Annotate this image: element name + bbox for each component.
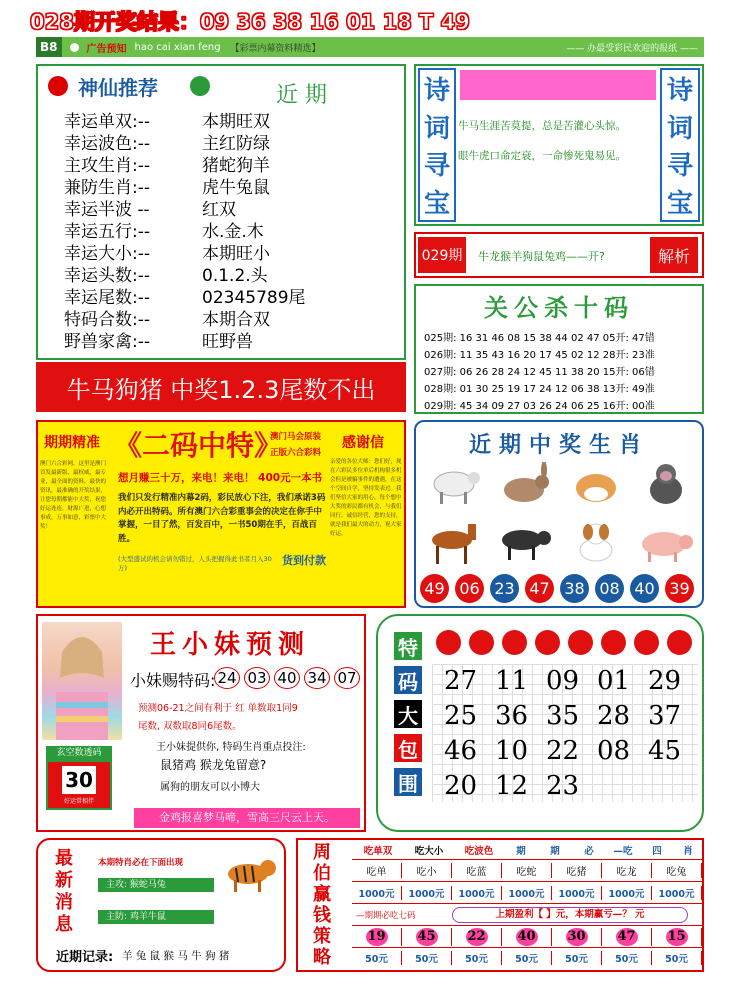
zhoubo-code: 47 [617,928,636,944]
tema-number: 20 [444,771,478,801]
zhoubo-table [352,840,702,968]
zhoubo-code-cell [552,928,602,946]
green-dot-icon [190,76,210,96]
zhoubo-bet: 吃蛇 [502,863,552,878]
tema-number: 37 [648,701,682,731]
tema-red-ball [568,630,593,655]
zhoubo-code: 22 [467,928,486,944]
shenxian-row-label: 幸运尾数:-- [64,287,150,308]
zhoubo-code-cell [402,928,452,946]
news-title-char: 新 [55,870,73,891]
zhoubo-header: 必 [584,845,594,857]
poem-side-char: 词 [666,113,693,144]
tema-number: 45 [648,736,682,766]
tema-number: 46 [444,736,478,766]
jinqi-ball: 23 [490,574,519,603]
shenxian-row-value: 02345789尾 [202,287,306,308]
shenxian-row-label: 野兽家禽:-- [64,331,150,352]
notice-label: 广告预知 [86,43,127,55]
zhoubo-title-char: 策 [313,926,331,947]
news-record-label: 近期记录: [56,950,114,965]
shenxian-row-value: 虎牛兔鼠 [202,177,270,198]
tema-number: 28 [597,701,631,731]
tema-side-char: 包 [394,734,422,762]
poem-line1: 牛马生涯苦莫提，总是苦灌心头惊。 [458,120,626,132]
poem-side-char: 寻 [423,151,450,182]
dot-icon [70,43,79,52]
rabbit-icon [494,462,554,508]
wang-tema-number: 34 [304,667,330,689]
poem-side-char: 宝 [423,188,450,219]
zhoubo-code: 40 [517,928,536,944]
shenxian-row-label: 幸运大小:-- [64,243,150,264]
erma-left-title: 期期精准 [44,435,100,451]
monkey-icon [636,460,696,506]
slogan: 【彩票内幕资料精选】 [230,43,321,54]
zhoubo-small: 50元 [502,951,552,965]
zhoubo-header: 吃单双 [363,845,393,857]
jinqi-balls [420,574,700,603]
ox-icon [494,520,554,566]
tema-side [394,632,422,802]
shenxian-row-value: 水.金.木 [202,221,264,242]
guangong-row: 026期: 11 35 43 16 20 17 45 02 12 28开: 23准 [424,350,655,361]
hamster-icon [566,462,626,508]
poem-issue: 029期 [418,237,466,273]
tema-number: 23 [546,771,580,801]
zhoubo-title-char: 周 [313,842,331,863]
zhoubo-code: 19 [367,928,386,944]
zhoubo-bet: 吃龙 [602,863,652,878]
news-main: 主攻: 猴蛇马兔 [98,878,214,892]
news-record: 羊 兔 鼠 猴 马 牛 狗 猪 [122,950,230,962]
zhoubo-bar-left: —期期必吃七码 [356,910,416,921]
tema-red-ball [502,630,527,655]
tema-side-char: 围 [394,768,422,796]
zhoubo-code-row [352,926,702,948]
zhoubo-amount: 1000元 [652,886,702,900]
horse-icon [424,520,484,566]
shenxian-row-value: 主红防绿 [202,133,270,154]
zhoubo-code: 15 [667,928,686,944]
shenxian-row-value: 红双 [202,199,236,220]
page-tag: B8 [36,37,62,57]
tema-number: 29 [648,666,682,696]
xuan-box [46,760,112,810]
shenxian-row-label: 幸运波色:-- [64,133,150,154]
zhoubo-header: —吃 [613,845,633,857]
zhoubo-amount: 1000元 [352,886,402,900]
wang-tema-number: 24 [214,667,240,689]
zhoubo-small-row [352,948,702,968]
tiger-icon [222,848,280,896]
pig-icon [636,520,696,566]
dog-icon [566,520,626,566]
wang-line3: 王小妹提供你, 特码生肖重点投注: [156,742,306,753]
news-heading: 本期特肖必在下面出现 [98,858,184,868]
poem-side-right [660,68,700,222]
shenxian-subtitle: 近 期 [276,83,327,108]
erma-side1: 澳门马会原装 [270,432,322,442]
shenxian-row-value: 猪蛇狗羊 [202,155,270,176]
tema-number: 09 [546,666,580,696]
zhoubo-code: 45 [417,928,436,944]
shenxian-row [64,130,404,152]
tema-side-char: 大 [394,700,422,728]
wang-tema [214,667,360,689]
shenxian-row-value: 本期旺小 [202,243,270,264]
zhoubo-title-char: 钱 [313,905,331,926]
wang-hint: 属狗的朋友可以小博大 [160,782,260,793]
zhoubo-bar-row [352,904,702,926]
tema-number: 08 [597,736,631,766]
shenxian-row-label: 幸运头数:-- [64,265,150,286]
guangong-row: 028期: 01 30 25 19 17 24 12 06 38 13开: 49准 [424,384,655,395]
shenxian-row-value: 本期合双 [202,309,270,330]
wang-tema-label: 小妹赐特码: [130,671,216,690]
shenxian-row [64,240,404,262]
jinqi-ball: 08 [595,574,624,603]
zhoubo-code-cell [652,928,702,946]
shenxian-row [64,284,404,306]
zhoubo-amount-row [352,882,702,904]
zhoubo-code: 30 [567,928,586,944]
erma-title: 《二码中特》 [114,429,283,462]
zhoubo-small: 50元 [452,951,502,965]
zhoubo-bet: 吃猪 [552,863,602,878]
zhoubo-header: 期 [516,845,526,857]
zhoubo-header: 四 [652,845,662,857]
tema-number: 12 [495,771,529,801]
shenxian-row-label: 主攻生肖:-- [64,155,150,176]
erma-red-line: 想月赚三十万，来电！来电！ 400元一本书 [118,472,323,484]
wang-tema-number: 03 [244,667,270,689]
tema-red-ball [535,630,560,655]
result-title: 028期开奖结果：09 36 38 16 01 18 T 49 [30,10,470,34]
wang-zodiacs: 鼠猪鸡 猴龙兔留意? [160,758,267,772]
zhoubo-amount: 1000元 [502,886,552,900]
zhoubo-amount: 1000元 [402,886,452,900]
jinqi-ball: 38 [560,574,589,603]
poem-side-char: 宝 [666,188,693,219]
shenxian-row-value: 本期旺双 [202,111,270,132]
shenxian-banner: 牛马狗猪 中奖1.2.3尾数不出 [36,362,406,412]
shenxian-row [64,152,404,174]
zhoubo-header: 期 [550,845,560,857]
zhoubo-bet-row [352,860,702,882]
erma-right-title: 感谢信 [342,435,384,451]
zhoubo-bet: 吃单 [352,863,402,878]
zhoubo-code-cell [452,928,502,946]
shenxian-panel [36,64,406,360]
zhoubo-bar-right: 上期盈利【 】元，本期赢亏—？ 元 [452,907,688,923]
jinqi-ball: 39 [665,574,694,603]
zhoubo-bet: 吃兔 [652,863,702,878]
shenxian-row-label: 兼防生肖:-- [64,177,150,198]
shenxian-row-value: 0.1.2.头 [202,265,268,286]
shenxian-row [64,306,404,328]
zhoubo-header: 肖 [683,845,693,857]
wang-tema-number: 07 [334,667,360,689]
zhoubo-small: 50元 [652,951,702,965]
zhoubo-amount: 1000元 [452,886,502,900]
zhoubo-small: 50元 [552,951,602,965]
shenxian-row [64,196,404,218]
shenxian-title: 神仙推荐 [78,76,158,100]
shenxian-row-label: 特码合数:-- [64,309,150,330]
tema-red-ball [601,630,626,655]
tema-side-char: 码 [394,666,422,694]
news-title-char: 最 [55,848,73,869]
shenxian-row [64,262,404,284]
wang-footer: 金鸡报喜梦马啼，雪高三尺云上天。 [134,808,360,828]
shenxian-row [64,218,404,240]
wang-line2: 尾数, 双数取8同6尾数。 [138,721,242,732]
zhoubo-amount: 1000元 [552,886,602,900]
zhoubo-header-row [352,840,702,860]
news-guard: 主防: 鸡羊牛鼠 [98,910,214,924]
tema-number: 01 [597,666,631,696]
poem-question: 牛龙猴羊狗鼠兔鸡——开? [478,250,605,263]
zhoubo-code-cell [352,928,402,946]
poem-line2: 眼牛虎口命定衰，一命惨死鬼易见。 [458,150,626,162]
news-title-char: 消 [55,892,73,913]
zhoubo-title-char: 略 [313,947,331,968]
jinqi-title: 近期中奖生肖 [468,433,649,458]
wang-line1: 预测06-21之间有利于 红 单数取1同9 [138,703,298,714]
tema-red-ball [436,630,461,655]
red-dot-icon [48,76,68,96]
zhoubo-title-char: 伯 [313,863,331,884]
shenxian-row-label: 幸运半波 -- [64,199,150,220]
header-bar [36,37,704,57]
zhoubo-header: 吃大小 [414,845,444,857]
poem-side-char: 词 [423,113,450,144]
guangong-row: 025期: 16 31 46 08 15 38 44 02 47 05开: 47错 [424,333,655,344]
zhoubo-small: 50元 [602,951,652,965]
zhoubo-bet: 吃蓝 [452,863,502,878]
sheep-icon [424,462,484,508]
tema-number: 10 [495,736,529,766]
xuan-label: 玄空数透码 [46,746,112,760]
jinqi-ball: 47 [525,574,554,603]
zhoubo-code-cell [602,928,652,946]
guangong-row: 027期: 06 26 28 24 12 45 11 38 20 15开: 06错 [424,367,655,378]
zhoubo-title-char: 赢 [313,884,331,905]
welcome: —— 办最受彩民欢迎的报纸 —— [566,43,698,54]
poem-side-char: 诗 [423,76,450,107]
shenxian-row [64,108,404,130]
tema-grid [432,664,698,802]
analysis-button[interactable]: 解析 [650,237,698,273]
guangong-rows [424,330,704,415]
poem-pink-bar [460,70,656,100]
poem-side-left [418,68,456,222]
tema-top-balls [436,630,692,655]
shenxian-row-value: 旺野兽 [202,331,253,352]
tema-number: 25 [444,701,478,731]
erma-left-text: 澳门六合彩网，这里是澳门首发最新版，最权威，最专业，最全面的资料，最快的资讯，最准确的开奖结果，让您每期都能中大奖，祝您好运连连，财源广进，心想事成，万事如意，彩票中大奖！ [40,461,107,530]
jinqi-ball: 49 [420,574,449,603]
guangong-panel [414,284,704,414]
tema-number: 35 [546,701,580,731]
shenxian-row [64,174,404,196]
jinqi-ball: 40 [630,574,659,603]
shenxian-rows [64,108,404,350]
erma-body: 我们只发行精准内幕2码，彩民放心下注，我们承诺3码内必开出特码。所有澳门六合彩重事会的决定在你手中掌握，一目了然，百发百中，一书50期在手，百战百胜。 [118,493,326,544]
erma-side2: 正版六合彩料 [270,448,322,458]
news-title [52,848,76,936]
tema-red-ball [469,630,494,655]
zhoubo-small: 50元 [402,951,452,965]
zhoubo-small: 50元 [352,951,402,965]
shenxian-row-label: 幸运五行:-- [64,221,150,242]
zhoubo-code-cell [502,928,552,946]
poem-side-char: 诗 [666,76,693,107]
shenxian-row [64,328,404,350]
tema-number: 27 [444,666,478,696]
tema-number: 11 [495,666,529,696]
erma-footer-tail: 货到付款 [282,554,326,567]
xuan-num: 30 [62,766,96,794]
tema-red-ball [667,630,692,655]
poem-side-char: 寻 [666,151,693,182]
guangong-row: 029期: 45 34 09 27 03 26 24 06 25 16开: 00准 [424,401,655,412]
guangong-title: 关公杀十码 [484,294,634,322]
tema-number: 36 [495,701,529,731]
erma-right-text: 亲爱的各位大师：您们好，现在六彩民多位单后机构很多机会但是被骗事件的遭遇，在这个空间自学，坚持发表过。我们坚信大家的用心，每个想中大奖的彩民都有机会，与我们同行。诚信经营，您的支持，就是我们最大的动力，祝大家好运。 [330,459,402,537]
zhoubo-title [308,842,336,968]
wang-tema-number: 40 [274,667,300,689]
shenxian-row-label: 幸运单双:-- [64,111,150,132]
tema-number: 22 [546,736,580,766]
news-title-char: 息 [55,914,73,935]
xuan-sub: 好运常相伴 [63,798,94,805]
zhoubo-header: 吃波色 [464,845,494,857]
tema-side-char: 特 [394,632,422,660]
erma-footer: (大型盛试的机会请勿错过，人头把握得此书者月入30万) [118,555,272,572]
tema-red-ball [634,630,659,655]
zhoubo-amount: 1000元 [602,886,652,900]
wang-avatar [42,622,122,740]
pinyin: hao cai xian feng [134,41,221,53]
zhoubo-bet: 吃小 [402,863,452,878]
wang-title: 王小妹预测 [150,630,311,660]
jinqi-ball: 06 [455,574,484,603]
